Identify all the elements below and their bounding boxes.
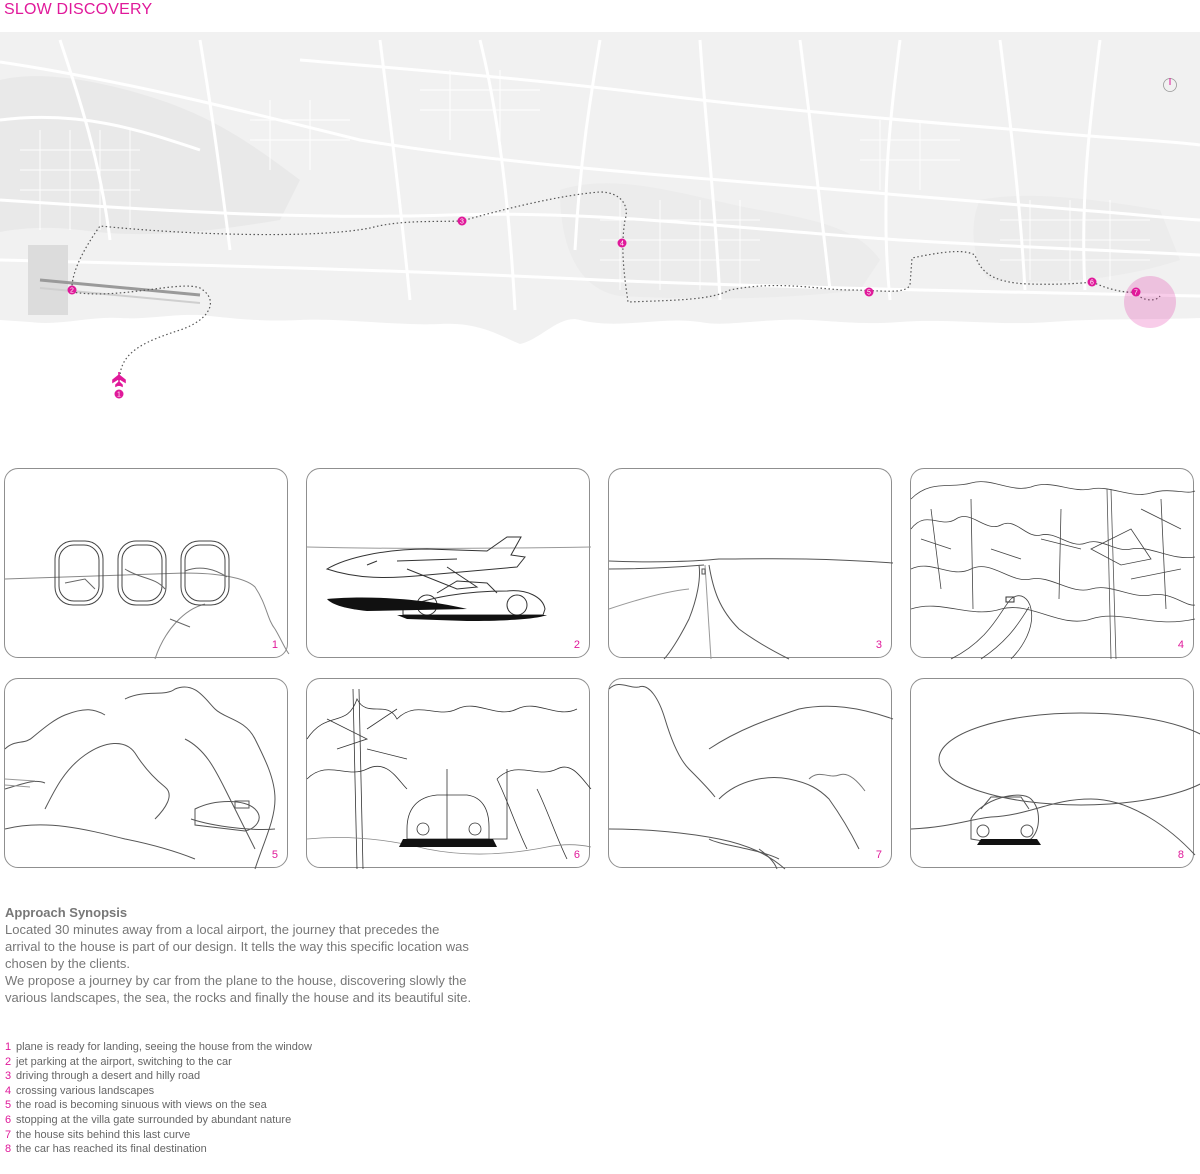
car-shadow bbox=[399, 839, 497, 847]
step-text: the road is becoming sinuous with views on the sea bbox=[16, 1099, 267, 1112]
step-list bbox=[5, 1040, 425, 1157]
panel-number: 1 bbox=[271, 639, 278, 651]
svg-text:5: 5 bbox=[867, 289, 871, 297]
map-marker-7 bbox=[1132, 288, 1141, 297]
panel-2-sketch bbox=[307, 469, 591, 659]
panel-number: 2 bbox=[573, 639, 580, 651]
synopsis-heading: Approach Synopsis bbox=[5, 905, 128, 920]
step-item bbox=[5, 1142, 425, 1157]
route-map bbox=[0, 30, 1200, 399]
map-marker-3 bbox=[458, 217, 467, 226]
svg-text:4: 4 bbox=[620, 240, 624, 248]
panel-6-villa-gate bbox=[306, 678, 590, 868]
step-text: plane is ready for landing, seeing the house from the window bbox=[16, 1041, 312, 1053]
panel-2-jet-and-car bbox=[306, 468, 590, 658]
panel-number: 3 bbox=[875, 639, 882, 651]
storyboard bbox=[0, 466, 1200, 871]
svg-text:3: 3 bbox=[460, 218, 464, 226]
svg-text:1: 1 bbox=[117, 391, 121, 399]
step-text: stopping at the villa gate surrounded by abundant nature bbox=[16, 1113, 292, 1126]
panel-number: 4 bbox=[1177, 639, 1184, 651]
destination-halo bbox=[1124, 276, 1176, 328]
map-marker-6 bbox=[1088, 278, 1097, 287]
panel-1-plane-windows bbox=[4, 468, 288, 658]
step-text: jet parking at the airport, switching to the car bbox=[16, 1055, 232, 1068]
map-marker-5 bbox=[865, 288, 874, 297]
panel-3-desert-road bbox=[608, 468, 892, 658]
compass-icon bbox=[1162, 77, 1178, 93]
page-title: SLOW DISCOVERY bbox=[4, 1, 153, 18]
panel-number: 6 bbox=[573, 849, 580, 861]
panel-4-forest-road bbox=[910, 468, 1194, 658]
map-marker-2 bbox=[68, 286, 77, 295]
car-shadow bbox=[327, 597, 467, 611]
airplane-icon bbox=[113, 372, 125, 386]
synopsis-paragraph-2: We propose a journey by car from the plane to the house, discovering slowly the various landscapes, the sea, the rocks and finally the house and its beautiful site. bbox=[5, 973, 472, 1005]
panel-number: 7 bbox=[875, 849, 882, 861]
svg-text:6: 6 bbox=[1090, 279, 1094, 287]
panel-7-last-curve bbox=[608, 678, 892, 868]
map-marker-4 bbox=[618, 239, 627, 248]
step-number: 6 bbox=[5, 1113, 12, 1126]
svg-text:7: 7 bbox=[1134, 289, 1138, 297]
step-item bbox=[5, 1069, 425, 1084]
approach-synopsis bbox=[5, 905, 475, 1006]
panel-4-sketch bbox=[911, 469, 1195, 659]
panel-3-sketch bbox=[609, 469, 893, 659]
panel-6-sketch bbox=[307, 679, 591, 869]
panel-number: 5 bbox=[271, 849, 278, 861]
step-text: crossing various landscapes bbox=[16, 1084, 155, 1097]
map-drawing bbox=[0, 30, 1200, 399]
panel-5-sketch bbox=[5, 679, 289, 869]
panel-8-sketch bbox=[911, 679, 1195, 869]
panel-1-sketch bbox=[5, 469, 289, 659]
step-item bbox=[5, 1098, 425, 1113]
step-number: 3 bbox=[5, 1070, 12, 1083]
panel-8-arrival bbox=[910, 678, 1194, 868]
panel-number: 8 bbox=[1177, 849, 1184, 861]
step-number: 7 bbox=[5, 1128, 12, 1141]
step-item bbox=[5, 1040, 425, 1055]
svg-text:2: 2 bbox=[70, 287, 74, 295]
step-text: driving through a desert and hilly road bbox=[16, 1070, 201, 1083]
step-number: 8 bbox=[5, 1143, 12, 1156]
step-item bbox=[5, 1084, 425, 1099]
step-number: 4 bbox=[5, 1084, 12, 1097]
step-number: 2 bbox=[5, 1055, 12, 1068]
step-text: the car has reached its final destination bbox=[16, 1143, 207, 1156]
step-item bbox=[5, 1113, 425, 1128]
step-item bbox=[5, 1128, 425, 1143]
car-shadow bbox=[977, 839, 1041, 845]
synopsis-paragraph-1: Located 30 minutes away from a local airport, the journey that precedes the arrival to the house is part of our design. It tells the way this specific location was chosen by the clients. bbox=[5, 922, 469, 971]
panel-7-sketch bbox=[609, 679, 893, 869]
panel-5-coastal-road bbox=[4, 678, 288, 868]
step-number: 5 bbox=[5, 1099, 12, 1112]
map-marker-1 bbox=[115, 390, 124, 399]
step-number: 1 bbox=[5, 1041, 12, 1053]
step-text: the house sits behind this last curve bbox=[16, 1128, 191, 1141]
step-item bbox=[5, 1055, 425, 1070]
